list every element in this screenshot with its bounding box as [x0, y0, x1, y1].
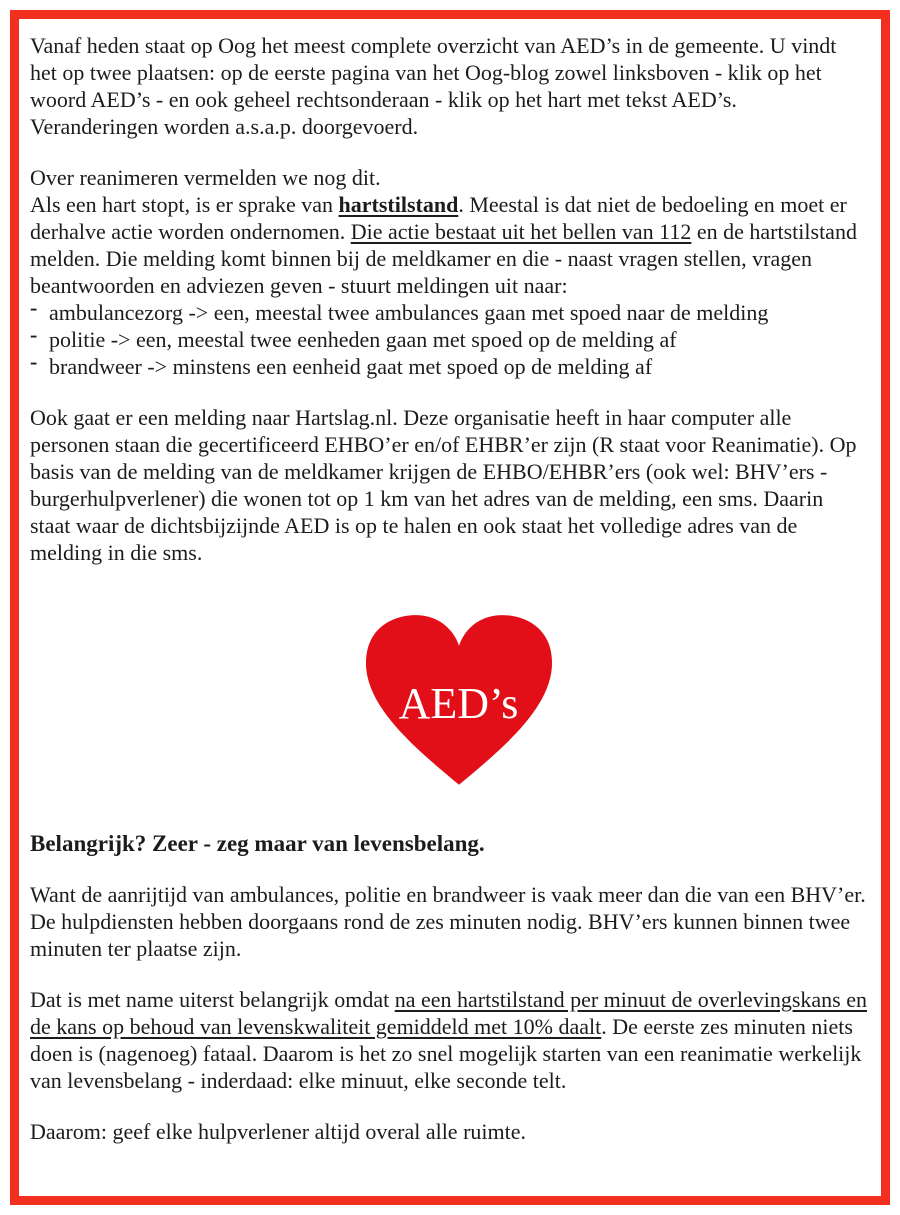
dash-bullet: - [30, 295, 38, 320]
heart-label: AED’s [398, 679, 519, 728]
survival-paragraph [30, 986, 867, 1094]
list-item-brandweer [30, 349, 867, 380]
emergency-services-list [30, 295, 867, 380]
text-segment: . De eerste zes minuten niets doen is (nagenoeg) fataal. Daarom is het zo snel mogelijk starten van een reanimatie werkelijk van levensbelang - inderdaad: elke minuut, elke seconde telt. [30, 1014, 862, 1093]
aanrijtijd-text: Want de aanrijtijd van ambulances, politie en brandweer is vaak meer dan die van een BHV’er. De hulpdiensten hebben doorgaans rond de zes minuten nodig. BHV’ers kunnen binnen twee minuten ter plaatse zijn. [30, 882, 866, 961]
aanrijtijd-paragraph [30, 881, 867, 962]
list-item-text: ambulancezorg -> een, meestal twee ambulances gaan met spoed naar de melding [49, 300, 769, 325]
text-segment: Als een hart stopt, is er sprake van [30, 192, 339, 217]
reanimeren-intro-line: Over reanimeren vermelden we nog dit. [30, 165, 381, 190]
aed-heart-illustration [356, 610, 562, 794]
text-segment: en de hartstilstand melden. Die melding komt binnen bij de meldkamer en die - naast vragen stellen, vragen beantwoorden en adviezen geven - stuurt meldingen uit naar: [30, 219, 857, 298]
survival-underline: na een hartstilstand per minuut de overlevingskans en de kans op behoud van levenskwaliteit gemiddeld met 10% daalt [30, 987, 868, 1039]
list-item-ambulancezorg [30, 295, 867, 326]
list-item-politie [30, 322, 867, 353]
red-border-frame [10, 10, 890, 1205]
list-item-text: politie -> een, meestal twee eenheden gaan met spoed op de melding af [49, 327, 677, 352]
call-112-underline: Die actie bestaat uit het bellen van 112 [350, 219, 692, 244]
list-item-text: brandweer -> minstens een eenheid gaat met spoed op de melding af [49, 354, 653, 379]
text-segment: . Meestal is dat niet de bedoeling en moet er derhalve actie worden ondernomen. [30, 192, 847, 244]
dash-bullet: - [30, 349, 38, 374]
hartstilstand-term [339, 192, 459, 217]
intro-paragraph [30, 32, 867, 140]
reanimeren-paragraph [30, 164, 867, 299]
intro-text: Vanaf heden staat op Oog het meest complete overzicht van AED’s in de gemeente. U vindt het op twee plaatsen: op de eerste pagina van het Oog-blog zowel linksboven - klik op het woord AED’s - en ook geheel rechtsonderaan - klik op het hart met tekst AED’s. Veranderingen worden a.s.a.p. doorgevoerd. [30, 33, 837, 139]
section-heading: Belangrijk? Zeer - zeg maar van levensbelang. [30, 831, 485, 856]
hartslag-paragraph [30, 404, 867, 566]
closing-paragraph: Daarom: geef elke hulpverlener altijd overal alle ruimte. [30, 1119, 526, 1144]
dash-bullet: - [30, 322, 38, 347]
hartslag-text: Ook gaat er een melding naar Hartslag.nl. Deze organisatie heeft in haar computer alle personen staan die gecertificeerd EHBO’er en/of EHBR’er zijn (R staat voor Reanimatie). Op basis van de melding van de meldkamer krijgen de EHBO/EHBR’ers (ook wel: BHV’ers - burgerhulpverlener) die wonen tot op 1 km van het adres van de melding, een sms. Daarin staat waar de dichtsbijzijnde AED is op te halen en ook staat het volledige adres van de melding in die sms. [30, 405, 857, 565]
hartstilstand-underline: hartstilstand [338, 192, 459, 217]
text-segment: Dat is met name uiterst belangrijk omdat [30, 987, 395, 1012]
